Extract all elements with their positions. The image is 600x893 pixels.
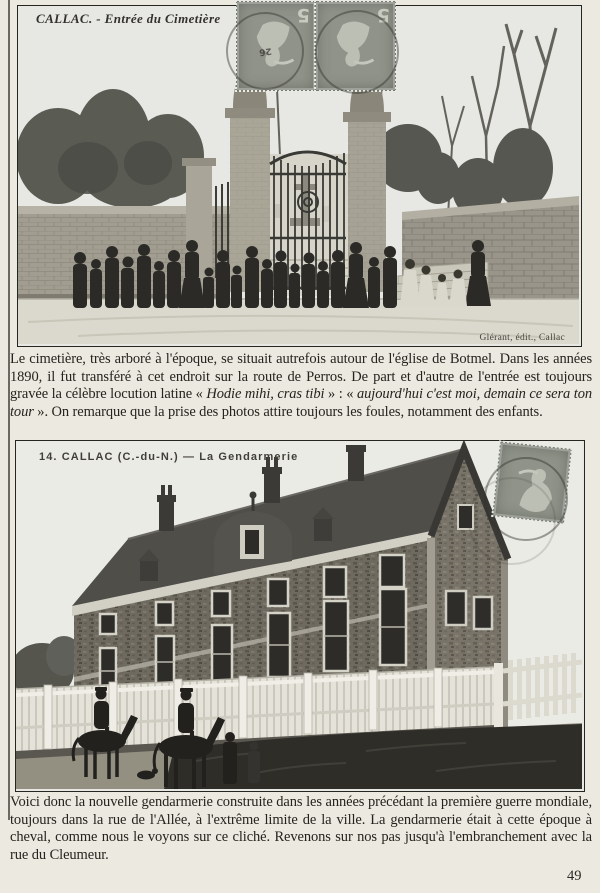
postcard-cemetery-title: CALLAC. - Entrée du Cimetière [36,11,221,26]
caption-text: Voici donc la nouvelle gendarmerie construite dans les années précédant la première guerre mondiale, toujours dans la rue de l'Allée, à l'extrême limite de la ville. La gendarmerie était à cette époque à cheval, comme nous le voyons sur ce cliché. Revenons sur nos pas jusqu'à l'embranchement avec la rue du Cleumeur. [10,794,592,863]
postcard-credit: Glérant, édit., Callac [479,333,565,343]
caption-text: » : « [324,386,357,402]
stamp-denomination: 5 [376,4,390,26]
postcard-gendarmerie [15,440,585,792]
postcard-cemetery [17,5,582,347]
caption-text: ». On remarque que la prise des photos attire toujours les foules, notamment des enfants. [33,403,543,420]
postmark-date: 26 [258,45,272,57]
caption-gendarmerie [10,794,592,864]
postcard-gendarmerie-title: 14. CALLAC (C.-du-N.) — La Gendarmerie [39,451,299,463]
french-quote: aujourd'hui c'est moi, demain ce sera ton tour [10,386,592,420]
page-number: 49 [567,868,582,884]
postmark-icon [226,12,304,90]
postmark-icon [315,10,399,94]
postmark-icon [468,477,556,565]
latin-quote: Hodie mihi, cras tibi [206,386,325,402]
stamp-denomination: 5 [296,4,310,26]
caption-text: Le cimetière, très arboré à l'époque, se situait autrefois autour de l'église de Botmel. Dans les années 1890, il fut transféré à cet endroit sur la route de Perros. De part et d'autre de l'entrée est toujours gravée la célèbre locution latine « [10,351,592,402]
caption-cemetery [10,351,592,421]
